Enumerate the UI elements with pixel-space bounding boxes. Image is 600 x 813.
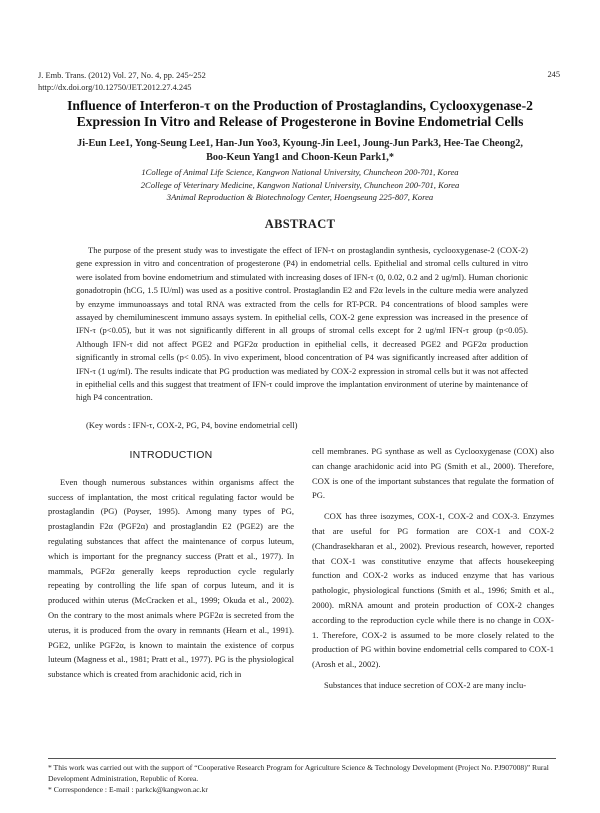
intro-paragraph: Substances that induce secretion of COX-2 are many inclu-: [324, 679, 527, 690]
keywords: (Key words : IFN-τ, COX-2, PG, P4, bovine endometrial cell): [86, 420, 298, 430]
correspondence-footnote: * Correspondence : E-mail : parkck@kangwon.ac.kr: [48, 785, 208, 794]
footnote-divider: [48, 758, 556, 759]
affiliations: [40, 166, 560, 204]
right-column: [312, 444, 554, 699]
abstract-text: The purpose of the present study was to investigate the effect of IFN-τ on prostaglandin synthesis, cyclooxygenase-2 (COX-2) gene expression in vitro and concentration of progesterone (P4) in endometrial cells. Epithelial and stromal cells cultured in vitro were isolated from bovine endometrium and stimulated with increasing doses of IFN-τ (0, 0.02, 0.2 and 2 ug/ml). Human chorionic gonadotropin (hCG, 1.5 IU/ml) was used as a positive control. Prostaglandin E2 and F2α levels in the culture media were analyzed by enzyme immunoassays and total RNA was extracted from the cells for RT-PCR. P4 concentrations of blood samples were assayed by chemiluminescent immuno assays system. In epithelial cells, COX-2 gene expression was increased in the presence of IFN-τ (p<0.05), but it was not significantly different in all groups of stromal cells except for 2 ug/ml IFN-τ group (p<0.05). Although IFN-τ did not affect PGE2 and PGF2α production in epithelial cells, it decreased PGE2 and PGF2α production significantly in stromal cells (p< 0.05). In vivo experiment, blood concentration of P4 was significantly increased after addition of IFN-τ (1 ug/ml). The results indicate that PG production was mediated by COX-2 expression in stromal cells but it was not affected in epithelial cells and this suggest that treatment of IFN-τ could improve the implantation environment of uterine by maintenance of high P4 concentration.: [76, 245, 528, 403]
title-line-1: Influence of Interferon-τ on the Production of Prostaglandins, Cyclooxygenase-2: [67, 98, 533, 113]
introduction-heading: INTRODUCTION: [129, 449, 213, 461]
authors-line-2: Boo-Keun Yang1 and Choon-Keun Park1,*: [206, 152, 394, 163]
author-list: [40, 137, 560, 165]
footnotes: [48, 762, 556, 795]
affiliation-3: 3Animal Reproduction & Biotechnology Center, Hoengseung 225-807, Korea: [166, 192, 434, 202]
funding-footnote: * This work was carried out with the support of “Cooperative Research Program for Agriculture Science & Technology Development (Project No. PJ907008)” Rural Development Administration, Republic of Korea.: [48, 763, 549, 783]
title-line-2: Expression In Vitro and Release of Progesterone in Bovine Endometrial Cells: [76, 114, 524, 129]
affiliation-1: 1College of Animal Life Science, Kangwon National University, Chuncheon 200-701, Korea: [141, 167, 459, 177]
affiliation-2: 2College of Veterinary Medicine, Kangwon National University, Chuncheon 200-701, Korea: [140, 179, 460, 190]
paper-title: [40, 98, 560, 130]
intro-paragraph: Even though numerous substances within organisms affect the success of implantation, the most critical regulating factor would be prostaglandin (PG) (Poyser, 1995). Among many types of PG, prostaglandin F2α (PGF2α) and prostaglandin E2 (PGE2) are the regulating substances that affect the maintenance of corpus luteum, which is important for the pregnancy success (Pratt et al., 1977). In mammals, PGF2α generally keeps reproduction cycle regularly repeating by controlling the life span of corpus luteum, and it is produced within uterus (McCracken et al., 1999; Okuda et al., 2002). On the contrary to the most animals where PGF2α is secreted from the uterus, it is produced from the ovary in remnants (Hearn et al., 1991). PGE2, unlike PGF2α, is known to maintain the existence of corpus luteum (Magness et al., 1981; Pratt et al., 1977). PG is the physiological substance which is created from arachidonic acid, rich in: [48, 476, 294, 680]
abstract-body: [76, 244, 528, 405]
journal-header: [38, 70, 206, 94]
authors-line-1: Ji-Eun Lee1, Yong-Seung Lee1, Han-Jun Yoo3, Kyoung-Jin Lee1, Joung-Jun Park3, Hee-Tae Cheong2,: [77, 138, 523, 149]
abstract-heading: ABSTRACT: [264, 217, 336, 231]
journal-citation: J. Emb. Trans. (2012) Vol. 27, No. 4, pp. 245~252: [38, 71, 206, 80]
intro-paragraph: COX has three isozymes, COX-1, COX-2 and COX-3. Enzymes that are useful for PG formation are COX-1 and COX-2 (Chandrasekharan et al., 2002). Previous research, however, reported that COX-1 was constitutive enzyme that affects housekeeping function and COX-2 works as induced enzyme that has various pathologic, physiological functions (Smith et al., 1996; Smith et al., 2000). mRNA amount and protein production of COX-2 changes according to the reproduction cycle while there is no change in COX-1. Therefore, COX-2 is assumed to be more closely related to the production of PG within bovine endometrial cells compared to COX-1 (Arosh et al., 2002).: [312, 511, 554, 670]
left-column: [48, 448, 294, 688]
page-number: 245: [547, 70, 560, 79]
doi-link[interactable]: http://dx.doi.org/10.12750/JET.2012.27.4.245: [38, 83, 192, 92]
intro-paragraph: cell membranes. PG synthase as well as Cyclooxygenase (COX) also can change arachidonic acid into PG (Smith et al., 2000). Therefore, COX is one of the important substances that regulate the formation of PG.: [312, 446, 554, 501]
